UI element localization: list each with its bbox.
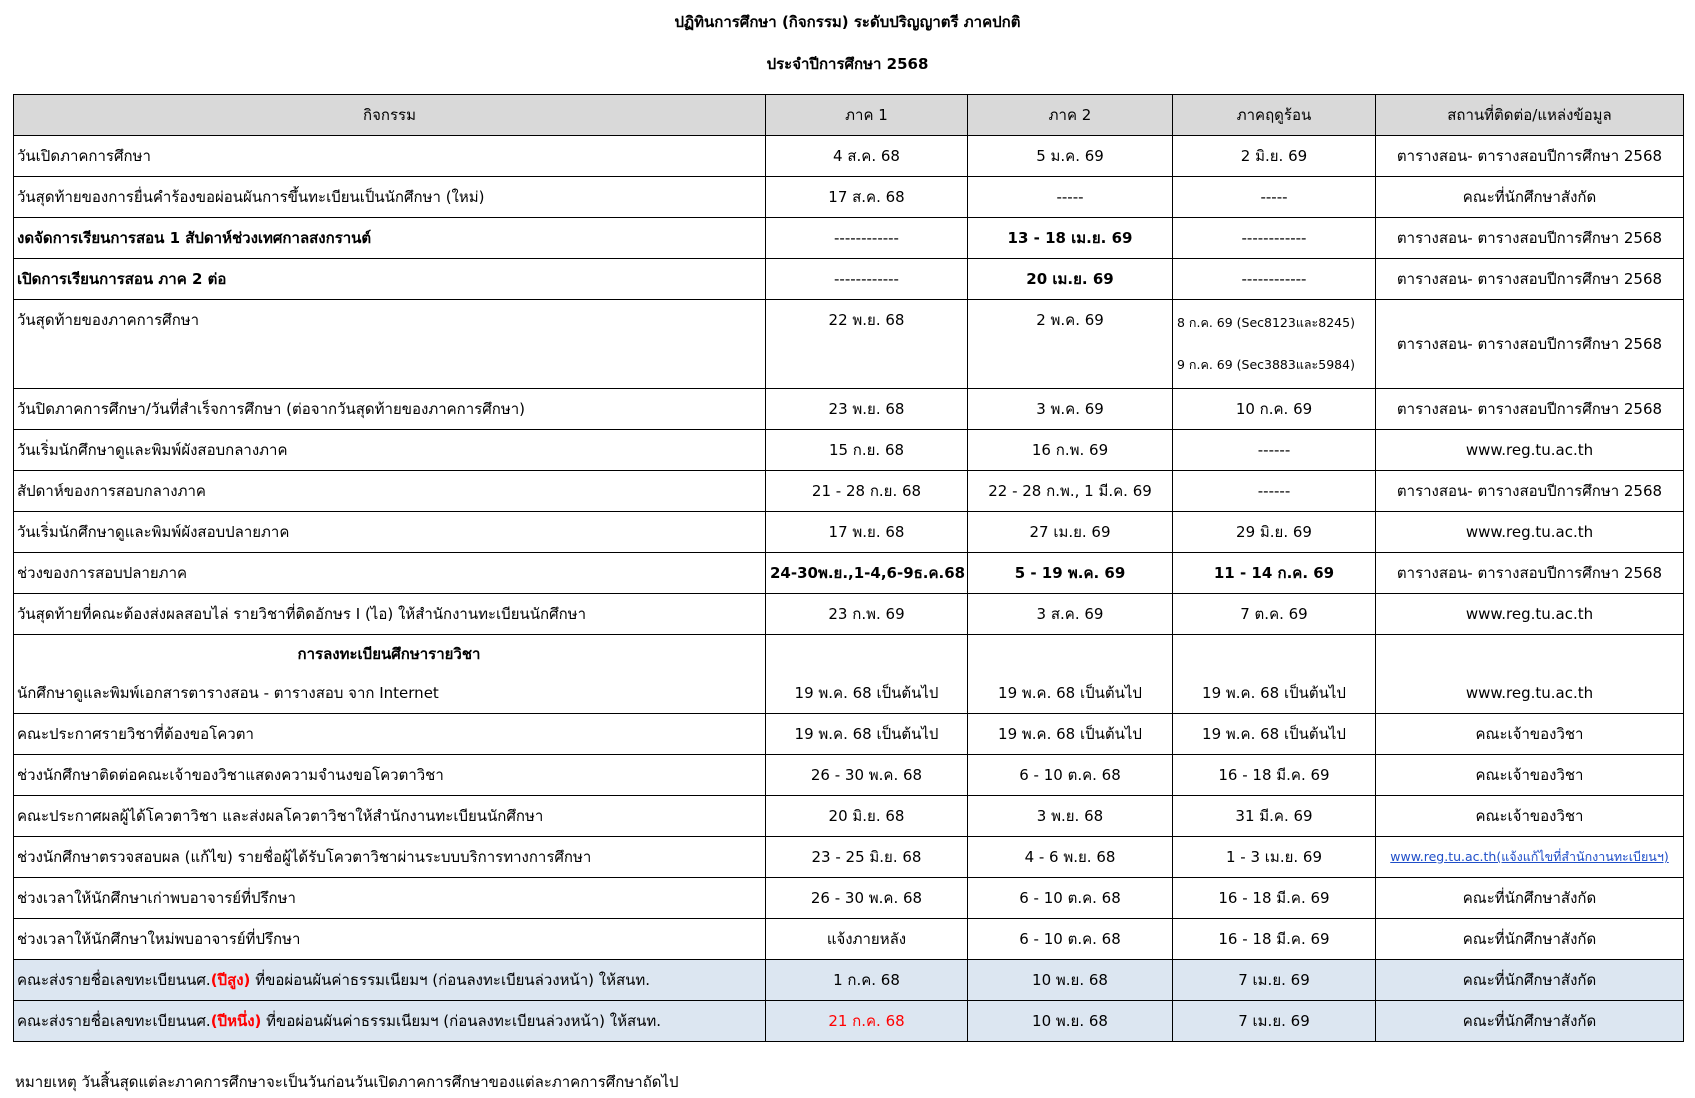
- table-row-highlighted: [14, 960, 1684, 1001]
- term2-cell: 22 - 28 ก.พ., 1 มี.ค. 69: [968, 471, 1173, 512]
- term1-cell: 19 พ.ค. 68 เป็นต้นไป: [766, 673, 968, 714]
- activity-cell: วันเปิดภาคการศึกษา: [14, 136, 766, 177]
- term1-cell: ------------: [766, 259, 968, 300]
- summer-cell: 29 มิ.ย. 69: [1173, 512, 1376, 553]
- activity-cell: ช่วงนักศึกษาติดต่อคณะเจ้าของวิชาแสดงความจำนงขอโควตาวิชา: [14, 755, 766, 796]
- term1-cell: 1 ก.ค. 68: [766, 960, 968, 1001]
- activity-cell: ช่วงนักศึกษาตรวจสอบผล (แก้ไข) รายชื่อผู้ได้รับโควตาวิชาผ่านระบบบริการทางการศึกษา: [14, 837, 766, 878]
- table-row: [14, 673, 1684, 714]
- table-row: [14, 796, 1684, 837]
- summer-cell: 2 มิ.ย. 69: [1173, 136, 1376, 177]
- term2-cell: 6 - 10 ต.ค. 68: [968, 919, 1173, 960]
- term1-cell: แจ้งภายหลัง: [766, 919, 968, 960]
- term2-cell: 2 พ.ค. 69: [968, 300, 1173, 389]
- contact-cell: ตารางสอน- ตารางสอบปีการศึกษา 2568: [1376, 389, 1684, 430]
- term2-cell: 10 พ.ย. 68: [968, 1001, 1173, 1042]
- summer-cell: 16 - 18 มี.ค. 69: [1173, 755, 1376, 796]
- activity-emphasis: (ปีหนึ่ง): [210, 1012, 262, 1030]
- activity-text: คณะส่งรายชื่อเลขทะเบียนนศ.: [17, 1012, 211, 1030]
- term2-cell: 4 - 6 พ.ย. 68: [968, 837, 1173, 878]
- term1-cell: 23 - 25 มิ.ย. 68: [766, 837, 968, 878]
- term1-cell: ------------: [766, 218, 968, 259]
- summer-cell: 16 - 18 มี.ค. 69: [1173, 919, 1376, 960]
- summer-cell: ------------: [1173, 259, 1376, 300]
- contact-cell: www.reg.tu.ac.th: [1376, 512, 1684, 553]
- term2-cell: 6 - 10 ต.ค. 68: [968, 878, 1173, 919]
- section-heading: การลงทะเบียนศึกษารายวิชา: [14, 635, 766, 674]
- activity-cell: คณะประกาศรายวิชาที่ต้องขอโควตา: [14, 714, 766, 755]
- contact-cell: ตารางสอน- ตารางสอบปีการศึกษา 2568: [1376, 300, 1684, 389]
- summer-section-b: 9 ก.ค. 69 (Sec3883และ5984): [1177, 357, 1355, 372]
- term1-cell: 23 ก.พ. 69: [766, 594, 968, 635]
- table-row: [14, 553, 1684, 594]
- activity-cell: ช่วงเวลาให้นักศึกษาเก่าพบอาจารย์ที่ปรึกษา: [14, 878, 766, 919]
- table-row: [14, 471, 1684, 512]
- header-term-1: ภาค 1: [766, 95, 968, 136]
- activity-cell: ช่วงเวลาให้นักศึกษาใหม่พบอาจารย์ที่ปรึกษา: [14, 919, 766, 960]
- term2-cell: 3 พ.ย. 68: [968, 796, 1173, 837]
- table-row: [14, 714, 1684, 755]
- header-activity: กิจกรรม: [14, 95, 766, 136]
- table-row: [14, 919, 1684, 960]
- table-row: [14, 300, 1684, 389]
- activity-cell: สัปดาห์ของการสอบกลางภาค: [14, 471, 766, 512]
- term2-cell: 19 พ.ค. 68 เป็นต้นไป: [968, 714, 1173, 755]
- summer-cell: -----: [1173, 177, 1376, 218]
- table-row: [14, 755, 1684, 796]
- table-row: [14, 177, 1684, 218]
- summer-section-a: 8 ก.ค. 69 (Sec8123และ8245): [1177, 315, 1355, 330]
- term1-cell: 20 มิ.ย. 68: [766, 796, 968, 837]
- contact-cell: คณะที่นักศึกษาสังกัด: [1376, 878, 1684, 919]
- contact-cell: [1376, 837, 1684, 878]
- activity-cell: คณะประกาศผลผู้ได้โควตาวิชา และส่งผลโควตาวิชาให้สำนักงานทะเบียนนักศึกษา: [14, 796, 766, 837]
- activity-cell: เปิดการเรียนการสอน ภาค 2 ต่อ: [14, 259, 766, 300]
- term1-cell: 23 พ.ย. 68: [766, 389, 968, 430]
- term2-cell: -----: [968, 177, 1173, 218]
- table-row: [14, 259, 1684, 300]
- term1-cell: 21 - 28 ก.ย. 68: [766, 471, 968, 512]
- table-row: [14, 218, 1684, 259]
- contact-cell: www.reg.tu.ac.th: [1376, 673, 1684, 714]
- term2-cell: 3 พ.ค. 69: [968, 389, 1173, 430]
- summer-cell: 16 - 18 มี.ค. 69: [1173, 878, 1376, 919]
- contact-cell: คณะที่นักศึกษาสังกัด: [1376, 177, 1684, 218]
- term2-cell: 27 เม.ย. 69: [968, 512, 1173, 553]
- term1-cell: 19 พ.ค. 68 เป็นต้นไป: [766, 714, 968, 755]
- header-summer: ภาคฤดูร้อน: [1173, 95, 1376, 136]
- activity-cell: วันสุดท้ายของการยื่นคำร้องขอผ่อนผันการขึ้นทะเบียนเป็นนักศึกษา (ใหม่): [14, 177, 766, 218]
- footnote: หมายเหตุ วันสิ้นสุดแต่ละภาคการศึกษาจะเป็นวันก่อนวันเปิดภาคการศึกษาของแต่ละภาคการศึกษาถัดไป: [15, 1073, 679, 1091]
- table-row: [14, 512, 1684, 553]
- summer-cell: [1173, 300, 1376, 389]
- table-row: [14, 837, 1684, 878]
- table-row: [14, 594, 1684, 635]
- contact-cell: ตารางสอน- ตารางสอบปีการศึกษา 2568: [1376, 218, 1684, 259]
- summer-cell: ------------: [1173, 218, 1376, 259]
- contact-cell: ตารางสอน- ตารางสอบปีการศึกษา 2568: [1376, 553, 1684, 594]
- term1-cell: 24-30พ.ย.,1-4,6-9ธ.ค.68: [766, 553, 968, 594]
- summer-cell: ------: [1173, 430, 1376, 471]
- term2-cell: 20 เม.ย. 69: [968, 259, 1173, 300]
- contact-cell: ตารางสอน- ตารางสอบปีการศึกษา 2568: [1376, 259, 1684, 300]
- term1-cell: 15 ก.ย. 68: [766, 430, 968, 471]
- activity-cell: นักศึกษาดูและพิมพ์เอกสารตารางสอน - ตารางสอบ จาก Internet: [14, 673, 766, 714]
- activity-cell: วันเริ่มนักศึกษาดูและพิมพ์ผังสอบกลางภาค: [14, 430, 766, 471]
- term1-cell: 21 ก.ค. 68: [766, 1001, 968, 1042]
- contact-cell: คณะเจ้าของวิชา: [1376, 714, 1684, 755]
- contact-cell: ตารางสอน- ตารางสอบปีการศึกษา 2568: [1376, 136, 1684, 177]
- activity-cell: วันเริ่มนักศึกษาดูและพิมพ์ผังสอบปลายภาค: [14, 512, 766, 553]
- contact-cell: www.reg.tu.ac.th: [1376, 430, 1684, 471]
- term2-cell: 5 ม.ค. 69: [968, 136, 1173, 177]
- summer-cell: 19 พ.ค. 68 เป็นต้นไป: [1173, 714, 1376, 755]
- contact-cell: คณะเจ้าของวิชา: [1376, 755, 1684, 796]
- summer-cell: 1 - 3 เม.ย. 69: [1173, 837, 1376, 878]
- page-title: ปฏิทินการศึกษา (กิจกรรม) ระดับปริญญาตรี ภาคปกติ: [674, 13, 1021, 31]
- header-contact: สถานที่ติดต่อ/แหล่งข้อมูล: [1376, 95, 1684, 136]
- header-term-2: ภาค 2: [968, 95, 1173, 136]
- academic-calendar-table: [13, 94, 1684, 1042]
- summer-cell: 7 เม.ย. 69: [1173, 1001, 1376, 1042]
- term1-cell: 22 พ.ย. 68: [766, 300, 968, 389]
- activity-text: ที่ขอผ่อนผันค่าธรรมเนียมฯ (ก่อนลงทะเบียนล่วงหน้า) ให้สนท.: [250, 971, 651, 989]
- term1-cell: 26 - 30 พ.ค. 68: [766, 878, 968, 919]
- page-subtitle: ประจำปีการศึกษา 2568: [766, 55, 929, 73]
- term1-cell: 17 พ.ย. 68: [766, 512, 968, 553]
- table-row: [14, 430, 1684, 471]
- summer-cell: 19 พ.ค. 68 เป็นต้นไป: [1173, 673, 1376, 714]
- activity-cell: [14, 1001, 766, 1042]
- section-heading-row: [14, 635, 1684, 674]
- summer-cell: 11 - 14 ก.ค. 69: [1173, 553, 1376, 594]
- table-row: [14, 136, 1684, 177]
- activity-cell: วันสุดท้ายที่คณะต้องส่งผลสอบไล่ รายวิชาที่ติดอักษร I (ไอ) ให้สำนักงานทะเบียนนักศึกษา: [14, 594, 766, 635]
- term2-cell: 5 - 19 พ.ค. 69: [968, 553, 1173, 594]
- contact-cell: คณะที่นักศึกษาสังกัด: [1376, 960, 1684, 1001]
- activity-cell: [14, 960, 766, 1001]
- term2-cell: 6 - 10 ต.ค. 68: [968, 755, 1173, 796]
- activity-cell: วันปิดภาคการศึกษา/วันที่สำเร็จการศึกษา (ต่อจากวันสุดท้ายของภาคการศึกษา): [14, 389, 766, 430]
- term1-cell: 26 - 30 พ.ค. 68: [766, 755, 968, 796]
- reg-website-link[interactable]: www.reg.tu.ac.th(แจ้งแก้ไขที่สำนักงานทะเบียนฯ): [1390, 849, 1669, 864]
- term2-cell: 13 - 18 เม.ย. 69: [968, 218, 1173, 259]
- summer-cell: ------: [1173, 471, 1376, 512]
- contact-cell: www.reg.tu.ac.th: [1376, 594, 1684, 635]
- term2-cell: 3 ส.ค. 69: [968, 594, 1173, 635]
- table-header-row: [14, 95, 1684, 136]
- activity-cell: งดจัดการเรียนการสอน 1 สัปดาห์ช่วงเทศกาลสงกรานต์: [14, 218, 766, 259]
- table-row-highlighted: [14, 1001, 1684, 1042]
- table-row: [14, 878, 1684, 919]
- activity-cell: วันสุดท้ายของภาคการศึกษา: [14, 300, 766, 389]
- term2-cell: 10 พ.ย. 68: [968, 960, 1173, 1001]
- activity-text: ที่ขอผ่อนผันค่าธรรมเนียมฯ (ก่อนลงทะเบียนล่วงหน้า) ให้สนท.: [261, 1012, 662, 1030]
- contact-cell: คณะที่นักศึกษาสังกัด: [1376, 1001, 1684, 1042]
- term1-cell: 17 ส.ค. 68: [766, 177, 968, 218]
- summer-cell: 7 เม.ย. 69: [1173, 960, 1376, 1001]
- term1-cell: 4 ส.ค. 68: [766, 136, 968, 177]
- contact-cell: คณะเจ้าของวิชา: [1376, 796, 1684, 837]
- summer-cell: 7 ต.ค. 69: [1173, 594, 1376, 635]
- activity-cell: ช่วงของการสอบปลายภาค: [14, 553, 766, 594]
- table-row: [14, 389, 1684, 430]
- summer-cell: 31 มี.ค. 69: [1173, 796, 1376, 837]
- summer-cell: 10 ก.ค. 69: [1173, 389, 1376, 430]
- contact-cell: คณะที่นักศึกษาสังกัด: [1376, 919, 1684, 960]
- term2-cell: 19 พ.ค. 68 เป็นต้นไป: [968, 673, 1173, 714]
- activity-emphasis: (ปีสูง): [210, 971, 251, 989]
- activity-text: คณะส่งรายชื่อเลขทะเบียนนศ.: [17, 971, 211, 989]
- contact-cell: ตารางสอน- ตารางสอบปีการศึกษา 2568: [1376, 471, 1684, 512]
- term2-cell: 16 ก.พ. 69: [968, 430, 1173, 471]
